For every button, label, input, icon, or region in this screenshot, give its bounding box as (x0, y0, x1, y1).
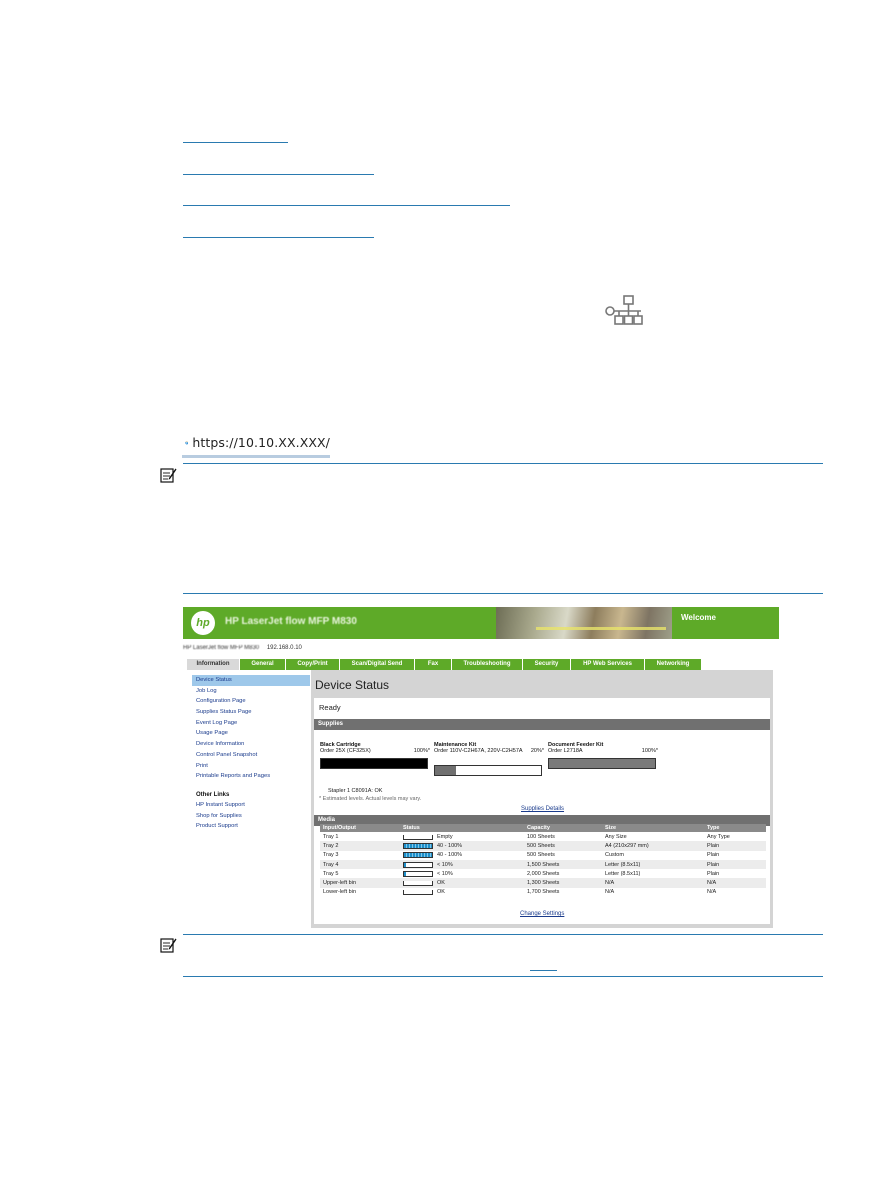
media-table (320, 824, 766, 897)
tab-copy-print[interactable]: Copy/Print (286, 659, 339, 670)
tab-information[interactable]: Information (187, 659, 239, 670)
note-icon (160, 937, 177, 953)
tray-level-bar (403, 862, 433, 868)
device-status-text: Ready (319, 703, 341, 712)
cell-size: N/A (605, 889, 615, 896)
cell-input-output: Tray 5 (323, 870, 339, 877)
note-top-rule (183, 463, 823, 464)
ews-screenshot (183, 607, 779, 931)
internet-explorer-icon (185, 434, 188, 452)
status-panel (314, 698, 770, 924)
cell-status (400, 888, 524, 897)
sidebar-item-usage-page[interactable]: Usage Page (196, 730, 228, 737)
tab-general[interactable]: General (240, 659, 285, 670)
tray-status-text: OK (437, 880, 445, 887)
supplies-details-link[interactable]: Supplies Details (521, 806, 565, 812)
cell-type: Plain (707, 852, 720, 859)
col-capacity: Capacity (524, 824, 602, 832)
supply-document-feeder-kit (548, 742, 658, 754)
tab-scan-digital-send[interactable]: Scan/Digital Send (340, 659, 414, 670)
doc-link-2[interactable] (183, 174, 374, 175)
table-row (320, 832, 766, 841)
cell-status (400, 869, 524, 878)
supply-level-bar (434, 765, 542, 776)
ews-host (183, 645, 302, 651)
tray-status-text: OK (437, 889, 445, 896)
tray-level-bar (403, 843, 433, 849)
tray-status-text: Empty (437, 833, 453, 840)
doc-link-4[interactable] (183, 237, 374, 238)
tray-level-bar (403, 881, 433, 886)
ews-host-name: HP LaserJet flow MFP M830 (183, 645, 260, 651)
note2-bottom-rule (183, 976, 823, 977)
supply-level-fill (321, 759, 427, 768)
cell-type: Any Type (707, 833, 730, 840)
col-size: Size (602, 824, 704, 832)
change-settings-link[interactable]: Change Settings (520, 911, 565, 917)
tab-troubleshooting[interactable]: Troubleshooting (452, 659, 522, 670)
tray-status-text: < 10% (437, 861, 453, 868)
ews-welcome: Welcome (675, 607, 779, 639)
supply-level-bar (320, 758, 428, 769)
cell-status (400, 841, 524, 850)
tray-level-bar (403, 871, 433, 877)
supplies-heading: Supplies (314, 719, 770, 730)
page-title: Device Status (315, 678, 390, 692)
cell-capacity: 1,500 Sheets (524, 860, 602, 869)
col-input-output: Input/Output (320, 824, 400, 832)
tray-status-text: 40 - 100% (437, 842, 463, 849)
cell-status (400, 860, 524, 869)
sidebar-item-control-panel-snapshot[interactable]: Control Panel Snapshot (196, 751, 258, 758)
supply-order: Order 25X (CF325X) (320, 748, 371, 754)
tray-level-fill (404, 844, 432, 848)
tab-networking[interactable]: Networking (645, 659, 701, 670)
cell-capacity: 1,700 Sheets (527, 889, 560, 896)
tray-level-fill (404, 872, 406, 876)
estimate-note: * Estimated levels. Actual levels may vary. (319, 796, 422, 802)
cell-status (400, 832, 524, 841)
tray-level-bar (403, 835, 433, 840)
cell-size: N/A (602, 878, 704, 887)
table-row (320, 851, 766, 860)
media-rows (320, 832, 766, 897)
cell-input-output: Tray 4 (320, 860, 400, 869)
cell-input-output: Tray 3 (323, 852, 339, 859)
sidebar-link-shop-for-supplies[interactable]: Shop for Supplies (196, 812, 242, 819)
tray-level-bar (403, 852, 433, 858)
table-row (320, 841, 766, 850)
ews-tab-bar (187, 659, 701, 670)
col-status: Status (400, 824, 524, 832)
cell-size: Letter (8.5x11) (605, 870, 641, 877)
supply-name: Black Cartridge (320, 742, 361, 748)
tab-fax[interactable]: Fax (415, 659, 451, 670)
supply-order: Order L2718A (548, 748, 583, 754)
doc-link-3[interactable] (183, 205, 510, 206)
hp-logo: hp (191, 611, 215, 635)
tray-level-bar (403, 890, 433, 895)
cell-type: Plain (704, 860, 766, 869)
sidebar-item-event-log-page[interactable]: Event Log Page (196, 719, 238, 726)
tray-level-fill (404, 863, 406, 867)
supply-level-fill (549, 759, 655, 768)
media-heading: Media (314, 815, 770, 826)
supply-black-cartridge (320, 742, 430, 754)
ews-sidebar (192, 675, 310, 832)
sidebar-item-print[interactable]: Print (196, 762, 208, 769)
sidebar-item-configuration-page[interactable]: Configuration Page (196, 698, 246, 705)
cell-type: Plain (707, 870, 720, 877)
cell-status (400, 878, 524, 887)
note2-link[interactable] (530, 970, 557, 971)
col-type: Type (704, 824, 766, 832)
cell-capacity: 500 Sheets (524, 841, 602, 850)
note-icon (160, 467, 177, 483)
supply-name: Maintenance Kit (434, 742, 477, 748)
tray-status-text: 40 - 100% (437, 852, 463, 859)
supply-name: Document Feeder Kit (548, 742, 604, 748)
cell-size: Custom (605, 852, 624, 859)
table-row (320, 869, 766, 878)
ews-banner-photo (496, 607, 672, 639)
sidebar-item-device-status[interactable]: Device Status (192, 675, 310, 686)
tab-security[interactable]: Security (523, 659, 570, 670)
supply-maintenance-kit (434, 742, 544, 754)
cell-type: N/A (707, 889, 717, 896)
sidebar-item-job-log[interactable]: Job Log (196, 687, 217, 694)
cell-capacity: 1,300 Sheets (524, 878, 602, 887)
sidebar-item-device-information[interactable]: Device Information (196, 741, 245, 748)
supply-level-bar (548, 758, 656, 769)
cell-size: A4 (210x297 mm) (602, 841, 704, 850)
cell-capacity: 100 Sheets (527, 833, 555, 840)
note2-top-rule (183, 934, 823, 935)
table-row (320, 860, 766, 869)
cell-input-output: Tray 2 (320, 841, 400, 850)
stapler-status: Stapler 1 C8091A: OK (328, 788, 383, 794)
cell-type: N/A (704, 878, 766, 887)
sidebar-item-supplies-status-page[interactable]: Supplies Status Page (196, 709, 252, 716)
tray-level-fill (404, 853, 432, 857)
supply-level-fill (435, 766, 456, 775)
network-icon (605, 295, 647, 325)
table-row (320, 888, 766, 897)
tray-status-text: < 10% (437, 870, 453, 877)
tab-hp-web-services[interactable]: HP Web Services (571, 659, 644, 670)
supply-level: 100%* (413, 748, 430, 754)
sidebar-link-product-support[interactable]: Product Support (196, 823, 238, 830)
cell-capacity: 500 Sheets (527, 852, 555, 859)
supply-level: 100%* (641, 748, 658, 754)
cell-type: Plain (704, 841, 766, 850)
cell-status (400, 851, 524, 860)
sidebar-item-printable-reports[interactable]: Printable Reports and Pages (196, 773, 271, 780)
supply-level: 20%* (530, 748, 544, 754)
cell-input-output: Upper-left bin (320, 878, 400, 887)
cell-size: Any Size (605, 833, 627, 840)
note-bottom-rule (183, 593, 823, 594)
url-text: https://10.10.XX.XXX/ (192, 435, 330, 450)
ews-main (311, 670, 773, 928)
cell-input-output: Tray 1 (323, 833, 339, 840)
doc-link-1[interactable] (183, 142, 288, 143)
cell-capacity: 2,000 Sheets (527, 870, 560, 877)
cell-size: Letter (8.5x11) (602, 860, 704, 869)
ews-product-name: HP LaserJet flow MFP M830 (225, 616, 357, 627)
cell-input-output: Lower-left bin (323, 889, 357, 896)
browser-address-bar[interactable] (182, 430, 330, 458)
table-row (320, 878, 766, 887)
sidebar-link-hp-instant-support[interactable]: HP Instant Support (196, 801, 245, 808)
supply-order: Order 110V-C2H67A, 220V-C2H57A (434, 748, 523, 754)
sidebar-other-links-heading: Other Links (196, 791, 230, 798)
ews-ip-address: 192.168.0.10 (266, 645, 302, 651)
